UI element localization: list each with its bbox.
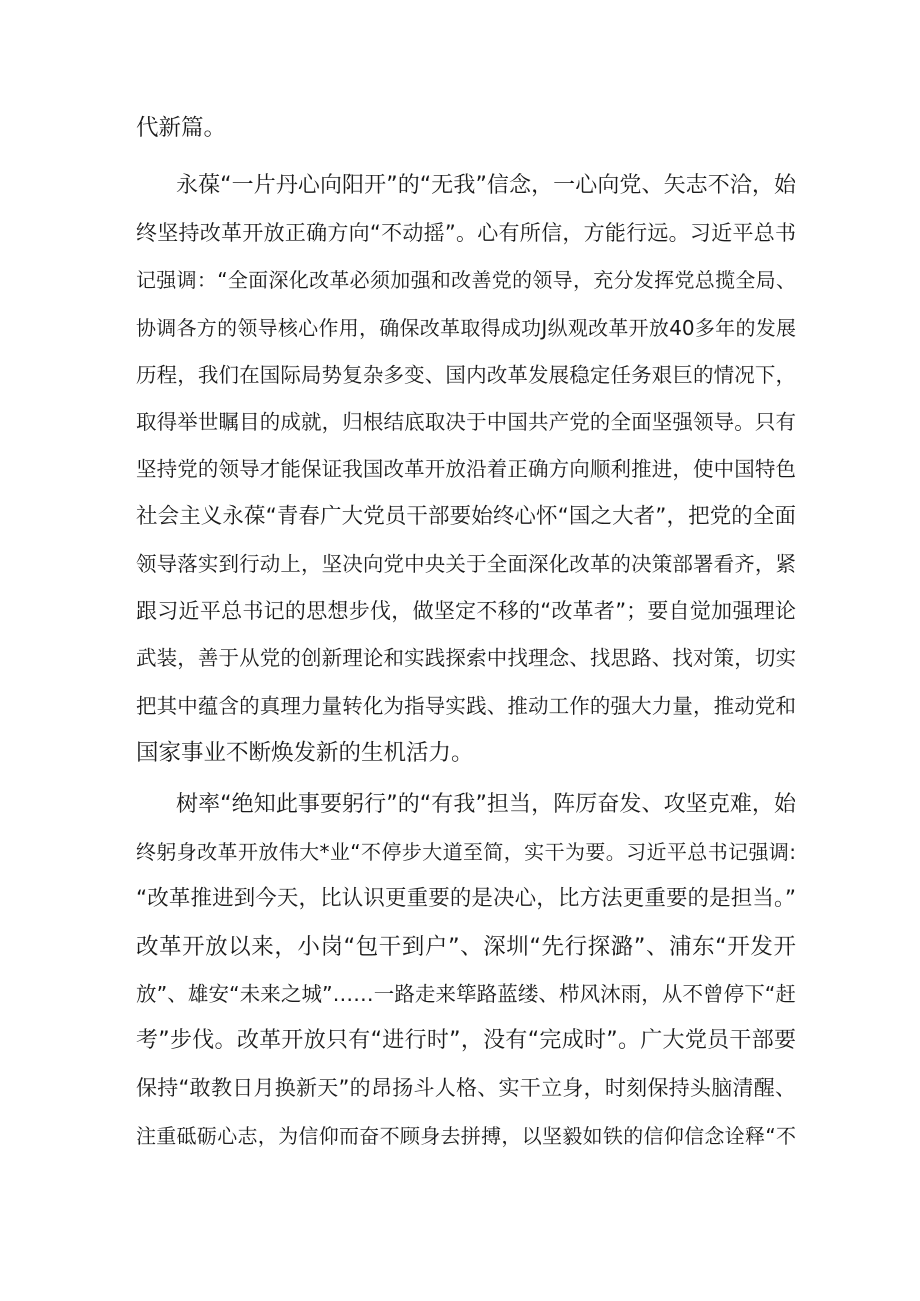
text-line-3: 终坚持改革开放正确方向“不动摇”。心有所信，方能行远。习近平总书 xyxy=(136,221,796,245)
text-line-1: 代新篇。 xyxy=(136,115,227,141)
text-line-13: 把其中蕴含的真理力量转化为指导实践、推动工作的强大力量，推动党和 xyxy=(136,694,796,718)
text-line-19: 放”、雄安“未来之城”……一路走来筚路蓝缕、栉风沐雨，从不曾停下“赶 xyxy=(136,982,796,1006)
text-line-6: 历程，我们在国际局势复杂多变、国内改革发展稳定任务艰巨的情况下， xyxy=(136,363,796,387)
text-line-9: 社会主义永葆“青春广大党员干部要始终心怀“国之大者”，把党的全面 xyxy=(136,504,796,529)
text-line-21: 保持“敢教日月换新天”的昂扬斗人格、实干立身，时刻保持头脑清醒、 xyxy=(136,1076,796,1100)
text-line-22: 注重砥砺心志，为信仰而奋不顾身去拼搏，以坚毅如铁的信仰信念诠释“不 xyxy=(136,1124,796,1148)
text-line-4: 记强调：“全面深化改革必须加强和改善党的领导，充分发挥党总揽全局、 xyxy=(136,268,796,292)
text-line-14: 国家事业不断焕发新的生机活力。 xyxy=(136,740,474,766)
text-line-18: 改革开放以来，小岗“包干到户”、深圳“先行探潞”、浦东“开发开 xyxy=(136,934,796,960)
text-line-16: 终躬身改革开放伟大*业“不停步大道至简，实干为要。习近平总书记强调: xyxy=(136,840,796,864)
text-line-2: 永葆“一片丹心向阳开”的“无我”信念，一心向党、矢志不洽，始 xyxy=(176,173,796,198)
text-line-7: 取得举世瞩目的成就，归根结底取决于中国共产党的全面坚强领导。只有 xyxy=(136,410,796,434)
text-line-5: 协调各方的领导核心作用，确保改革取得成功J纵观改革开放40多年的发展 xyxy=(136,316,796,340)
text-line-10: 领导落实到行动上，坚决向党中央关于全面深化改革的决策部署看齐，紧 xyxy=(136,552,796,576)
text-line-17: “改革推进到今天，比认识更重要的是决心，比方法更重要的是担当。” xyxy=(136,886,796,911)
text-line-15: 树率“绝知此事要躬行”的“有我”担当，阵厉奋发、攻坚克难，始 xyxy=(176,792,796,817)
text-line-20: 考”步伐。改革开放只有“进行时”，没有“完成时”。广大党员干部要 xyxy=(136,1028,796,1053)
text-line-11: 跟习近平总书记的思想步伐，做坚定不移的“改革者”；要自觉加强理论 xyxy=(136,599,796,623)
text-line-8: 坚持党的领导才能保证我国改革开放沿着正确方向顺利推进，使中国特色 xyxy=(136,457,796,481)
text-line-12: 武装，善于从党的创新理论和实践探索中找理念、找思路、找对策，切实 xyxy=(136,646,796,670)
